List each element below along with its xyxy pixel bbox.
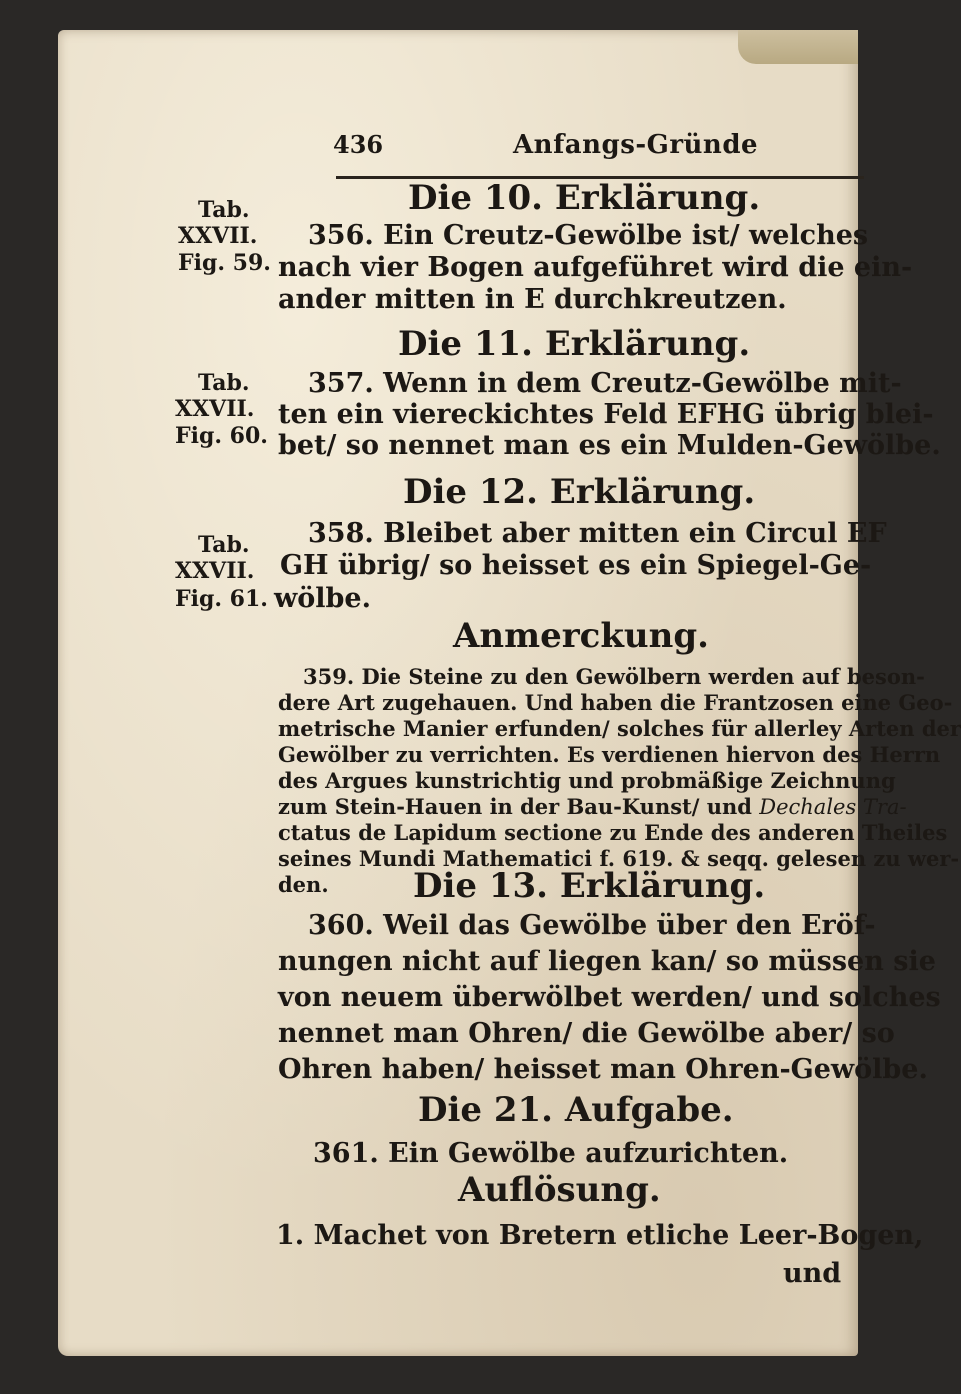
heading-aufloesung: Auflösung.	[458, 1170, 661, 1210]
text-line: wölbe.	[274, 583, 371, 614]
margin-num-3: XXVII.	[175, 558, 255, 584]
page-number: 436	[333, 130, 384, 159]
note-line: Gewölber zu verrichten. Es verdienen hiervon des Herrn	[278, 742, 941, 767]
note-line: den.	[278, 872, 329, 897]
heading-erklaerung-12: Die 12. Erklärung.	[403, 472, 756, 512]
text-line: 356. Ein Creutz-Gewölbe ist/ welches	[308, 220, 869, 251]
heading-erklaerung-11: Die 11. Erklärung.	[398, 324, 751, 364]
text-line: nungen nicht auf liegen kan/ so müssen sie	[278, 946, 936, 977]
heading-aufgabe-21: Die 21. Aufgabe.	[418, 1090, 734, 1130]
margin-tab-1: Tab.	[198, 197, 250, 223]
text-line: 361. Ein Gewölbe aufzurichten.	[313, 1138, 789, 1169]
text-line: nach vier Bogen aufgeführet wird die ein-	[278, 252, 913, 283]
note-line: des Argues kunstrichtig und probmäßige Zeichnung	[278, 768, 896, 793]
text-line: ander mitten in E durchkreutzen.	[278, 284, 787, 315]
note-line-text: zum Stein-Hauen in der Bau-Kunst/ und	[278, 794, 752, 819]
note-line-italic: Dechales Tra-	[759, 795, 907, 819]
note-line: dere Art zugehauen. Und haben die Frantzosen eine Geo-	[278, 690, 953, 715]
margin-num-1: XXVII.	[178, 223, 258, 249]
margin-fig-3: Fig. 61.	[175, 586, 268, 612]
text-line: von neuem überwölbet werden/ und solches	[278, 982, 941, 1013]
text-line: 357. Wenn in dem Creutz-Gewölbe mit-	[308, 368, 902, 399]
page-corner	[738, 30, 858, 64]
book-page	[58, 30, 961, 1356]
text-line: 358. Bleibet aber mitten ein Circul EF	[308, 518, 887, 549]
margin-fig-1: Fig. 59.	[178, 250, 271, 276]
text-line: 360. Weil das Gewölbe über den Eröf-	[308, 910, 876, 941]
heading-erklaerung-10: Die 10. Erklärung.	[408, 178, 761, 218]
margin-tab-3: Tab.	[198, 532, 250, 558]
text-line: bet/ so nennet man es ein Mulden-Gewölbe.	[278, 430, 941, 461]
note-line: ctatus de Lapidum sectione zu Ende des anderen Theiles	[278, 820, 948, 845]
margin-tab-2: Tab.	[198, 370, 250, 396]
heading-erklaerung-13: Die 13. Erklärung.	[413, 866, 766, 906]
text-line: Ohren haben/ heisset man Ohren-Gewölbe.	[278, 1054, 928, 1085]
margin-num-2: XXVII.	[175, 396, 255, 422]
text-line: nennet man Ohren/ die Gewölbe aber/ so	[278, 1018, 895, 1049]
text-line: GH übrig/ so heisset es ein Spiegel-Ge-	[280, 550, 872, 581]
running-title: Anfangs-Gründe	[513, 130, 759, 160]
margin-fig-2: Fig. 60.	[175, 423, 268, 449]
note-line: metrische Manier erfunden/ solches für allerley Arten der	[278, 716, 961, 741]
text-line: 1. Machet von Bretern etliche Leer-Bogen,	[276, 1220, 924, 1251]
note-line	[278, 794, 907, 819]
note-line: seines Mundi Mathematici f. 619. & seqq. gelesen zu wer-	[278, 846, 960, 871]
catchword: und	[783, 1258, 842, 1289]
note-line: 359. Die Steine zu den Gewölbern werden auf beson-	[303, 664, 925, 689]
text-line: ten ein viereckichtes Feld EFHG übrig blei-	[278, 399, 934, 430]
heading-anmerckung: Anmerckung.	[453, 616, 709, 656]
